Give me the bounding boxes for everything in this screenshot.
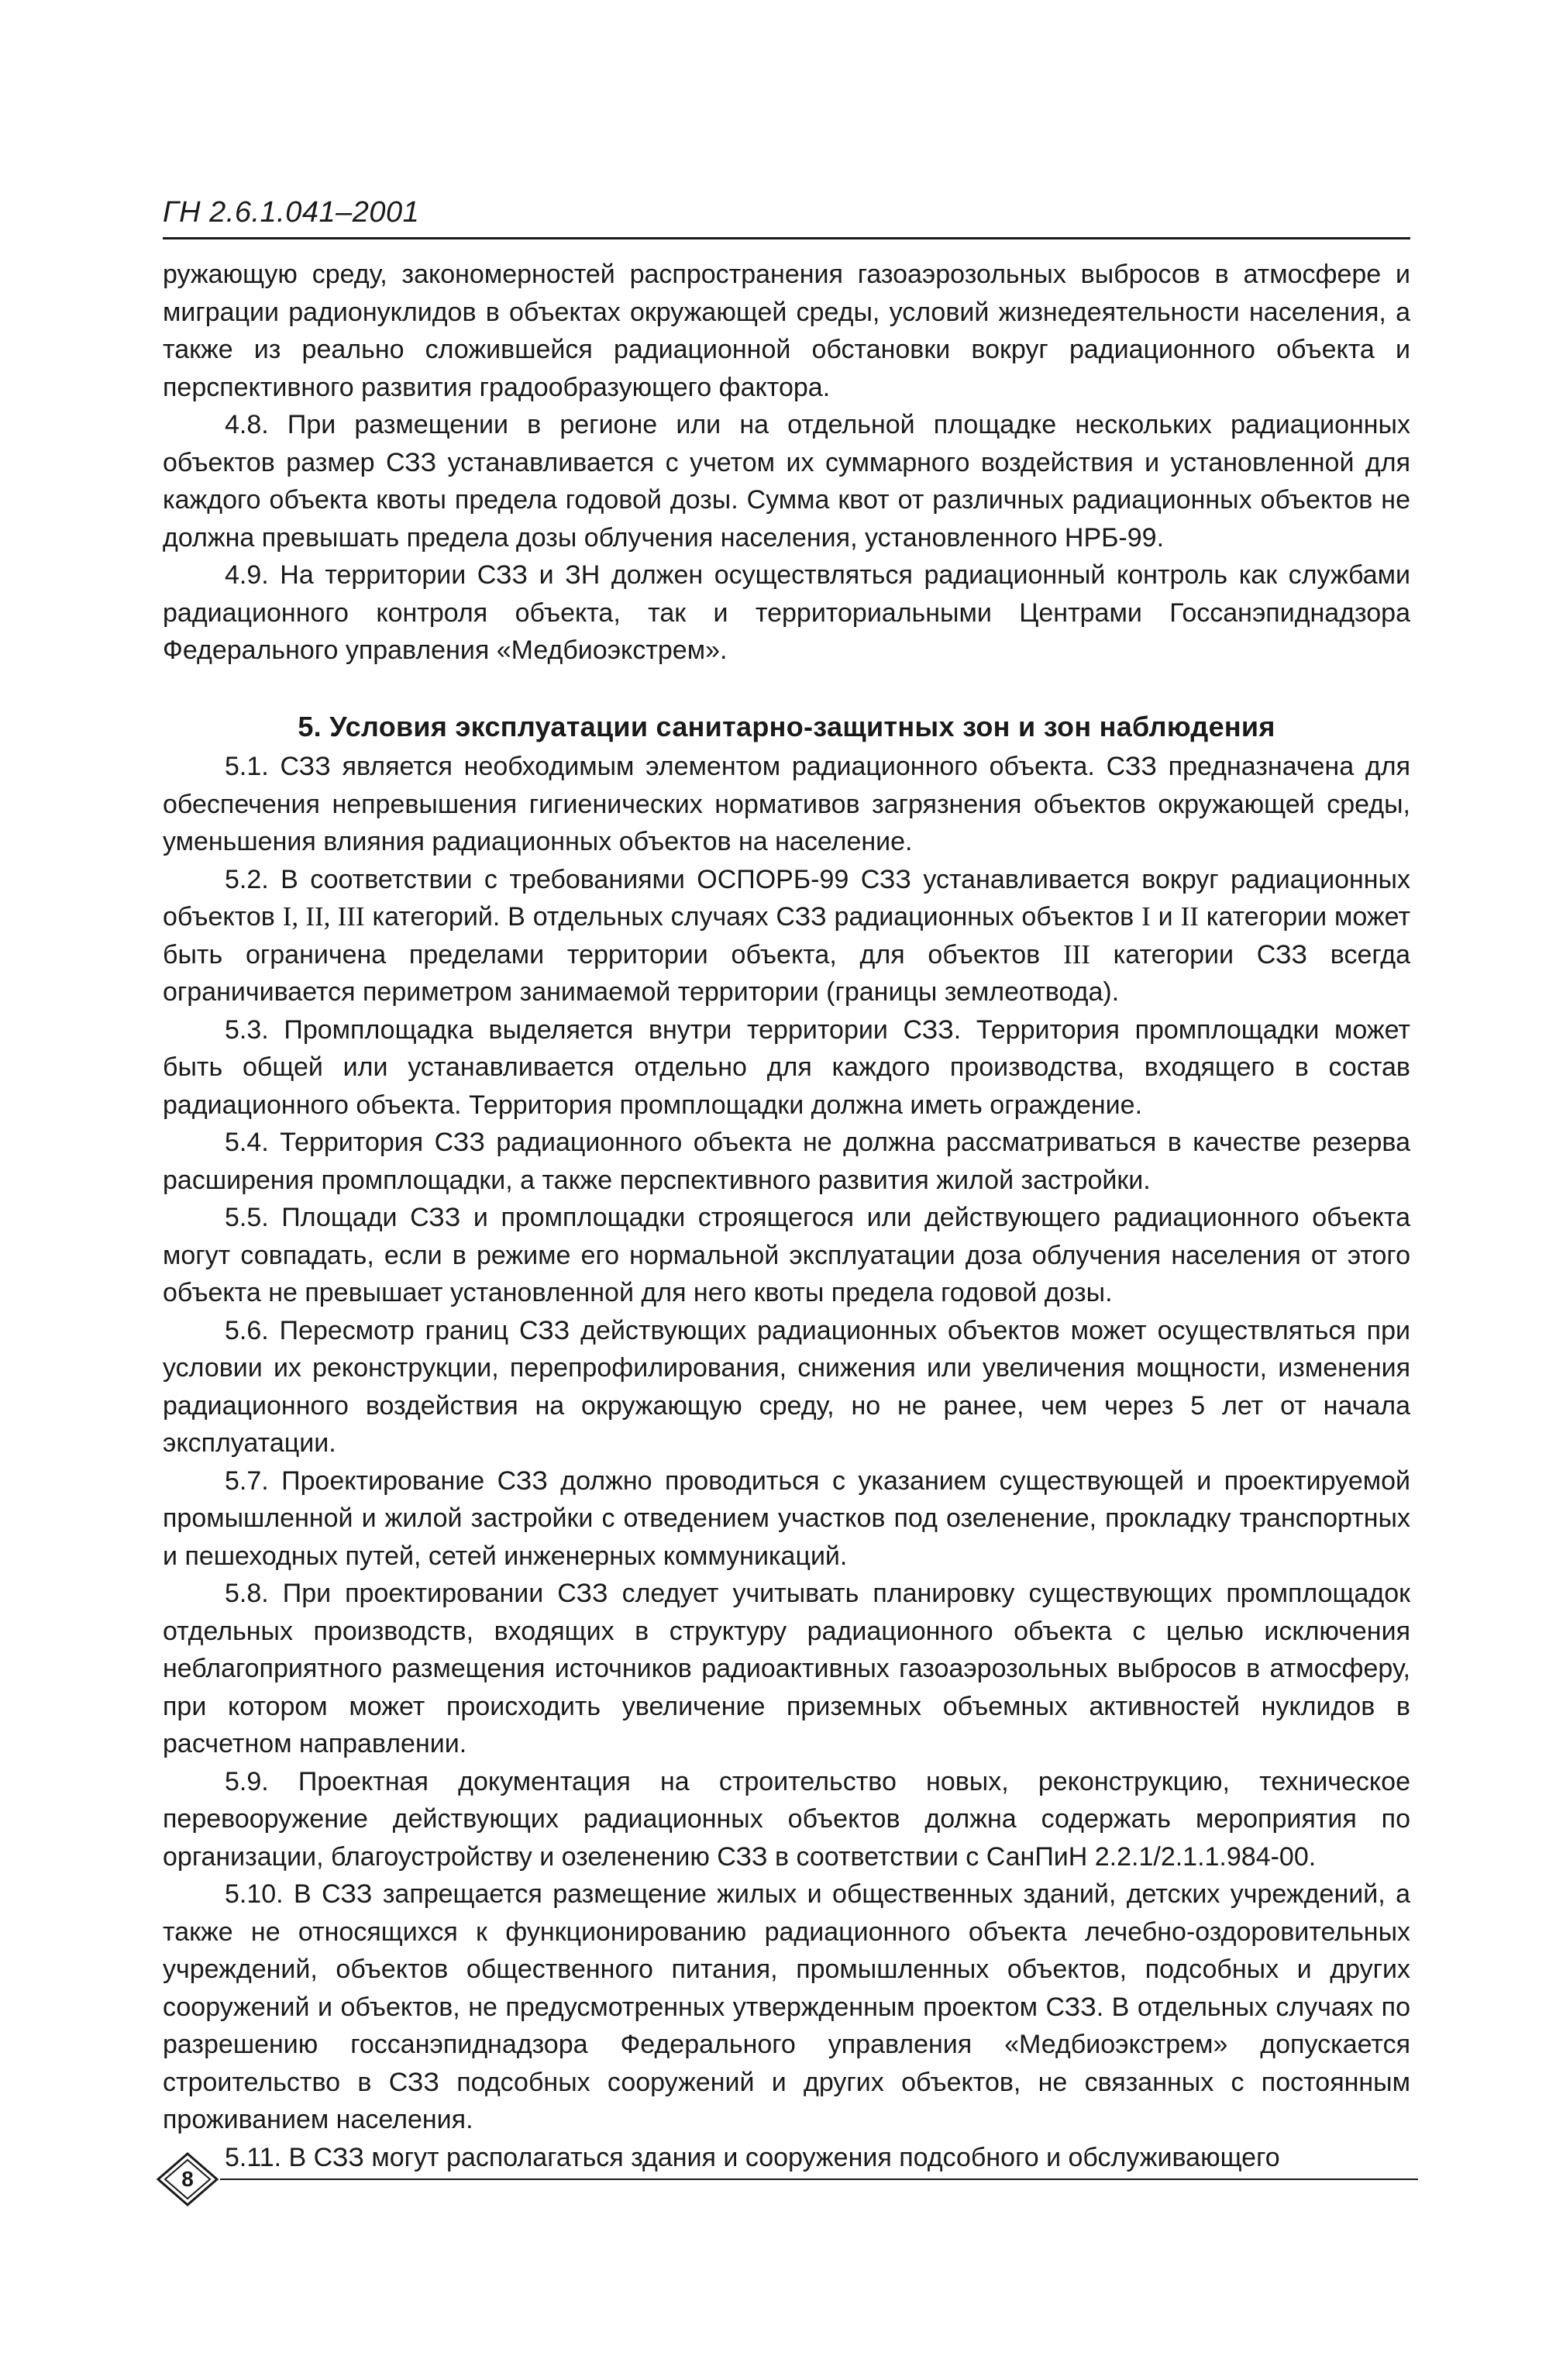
paragraph-5-11: 5.11. В СЗЗ могут располагаться здания и сооружения подсобного и обслуживающего [225,2142,1280,2172]
page-body [163,256,1410,2176]
section-5-heading: 5. Условия эксплуатации санитарно-защитных зон и зон наблюдения [298,710,1275,742]
paragraph-5-2-part-b: категорий. В отдельных случаях СЗЗ радиационных объектов [364,902,1142,932]
paragraph-5-9: 5.9. Проектная документация на строительство новых, реконструкцию, техническое перевооружение действующих радиационных объектов должна содержать мероприятия по организации, благоустройству и озеленению СЗЗ в соответствии с СанПиН 2.2.1/2.1.1.984-00. [163,1766,1410,1872]
paragraph-5-5: 5.5. Площади СЗЗ и промплощадки строящегося или действующего радиационного объекта могут совпадать, если в режиме его нормальной эксплуатации доза облучения населения от этого объекта не превышает установленной для него квоты предела годовой дозы. [163,1203,1410,1307]
paragraph-5-6: 5.6. Пересмотр границ СЗЗ действующих радиационных объектов может осуществляться при условии их реконструкции, перепрофилирования, снижения или увеличения мощности, изменения радиационного воздействия на окружающую среду, но не ранее, чем через 5 лет от начала эксплуатации. [163,1315,1410,1458]
category-roman-3: III [1062,939,1090,970]
page-footer [155,2151,1418,2208]
paragraph-4-8: 4.8. При размещении в регионе или на отдельной площадке нескольких радиационных объектов размер СЗЗ устанавливается с учетом их суммарного воздействия и установленной для каждого объекта квоты предела годовой дозы. Сумма квот от различных радиационных объектов не должна превышать предела дозы облучения населения, установленного НРБ-99. [163,410,1410,553]
category-roman-1: I [1141,901,1151,932]
paragraph-5-7: 5.7. Проектирование СЗЗ должно проводиться с указанием существующей и проектируемой промышленной и жилой застройки с отведением участков под озеленение, прокладку транспортных и пешеходных путей, сетей инженерных коммуникаций. [163,1466,1410,1571]
page-header [163,194,1410,239]
document-code: ГН 2.6.1.041–2001 [163,196,420,229]
paragraph-4-9: 4.9. На территории СЗЗ и ЗН должен осуществляться радиационный контроль как службами радиационного контроля объекта, так и территориальными Центрами Госсанэпиднадзора Федерального управления «Медбиоэкстрем». [163,560,1410,665]
paragraph-5-1: 5.1. СЗЗ является необходимым элементом радиационного объекта. СЗЗ предназначена для обеспечения непревышения гигиенических нормативов загрязнения объектов окружающей среды, уменьшения влияния радиационных объектов на население. [163,752,1410,856]
paragraph-5-10: 5.10. В СЗЗ запрещается размещение жилых и общественных зданий, детских учреждений, а также не относящихся к функционированию радиационного объекта лечебно-оздоровительных учреждений, объектов общественного питания, промышленных объектов, подсобных и других сооружений и объектов, не предусмотренных утвержденным проектом СЗЗ. В отдельных случаях по разрешению госсанэпиднадзора Федерального управления «Медбиоэкстрем» допускается строительство в СЗЗ подсобных сооружений и других объектов, не связанных с постоянным проживанием населения. [163,1879,1410,2134]
paragraph-5-2-part-d: категории может быть ограничена пределами территории объекта, для объектов [163,902,1411,970]
page-number: 8 [181,2167,194,2191]
paragraph-5-2-part-a: 5.2. В соответствии с требованиями ОСПОРБ-99 СЗЗ устанавливается вокруг радиационных объектов [163,864,1410,932]
paragraph-5-8: 5.8. При проектировании СЗЗ следует учитывать планировку существующих промплощадок отдельных производств, входящих в структуру радиационного объекта с целью исключения неблагоприятного размещения источников радиоактивных газоаэрозольных выбросов в атмосферу, при котором может происходить увеличение приземных объемных активностей нуклидов в расчетном направлении. [163,1579,1410,1758]
category-roman-list: I, II, III [282,901,365,932]
footer-rule [220,2179,1418,2180]
category-roman-2: II [1180,901,1199,932]
paragraph-5-4: 5.4. Территория СЗЗ радиационного объекта не должна рассматриваться в качестве резерва расширения промплощадки, а также перспективного развития жилой застройки. [163,1128,1410,1195]
paragraph-5-2-part-e: категории СЗЗ всегда ограничивается периметром занимаемой территории (границы землеотвода). [163,939,1410,1007]
paragraph-5-2 [163,861,1410,1011]
header-rule [163,237,1410,239]
paragraph-continuation: ружающую среду, закономерностей распространения газоаэрозольных выбросов в атмосфере и миграции радионуклидов в объектах окружающей среды, условий жизнедеятельности населения, а также из реально сложившейся радиационной обстановки вокруг радиационного объекта и перспективного развития градообразующего фактора. [163,260,1410,402]
paragraph-5-3: 5.3. Промплощадка выделяется внутри территории СЗЗ. Территория промплощадки может быть общей или устанавливается отдельно для каждого производства, входящего в состав радиационного объекта. Территория промплощадки должна иметь ограждение. [163,1014,1410,1120]
paragraph-5-2-part-c: и [1150,902,1181,932]
